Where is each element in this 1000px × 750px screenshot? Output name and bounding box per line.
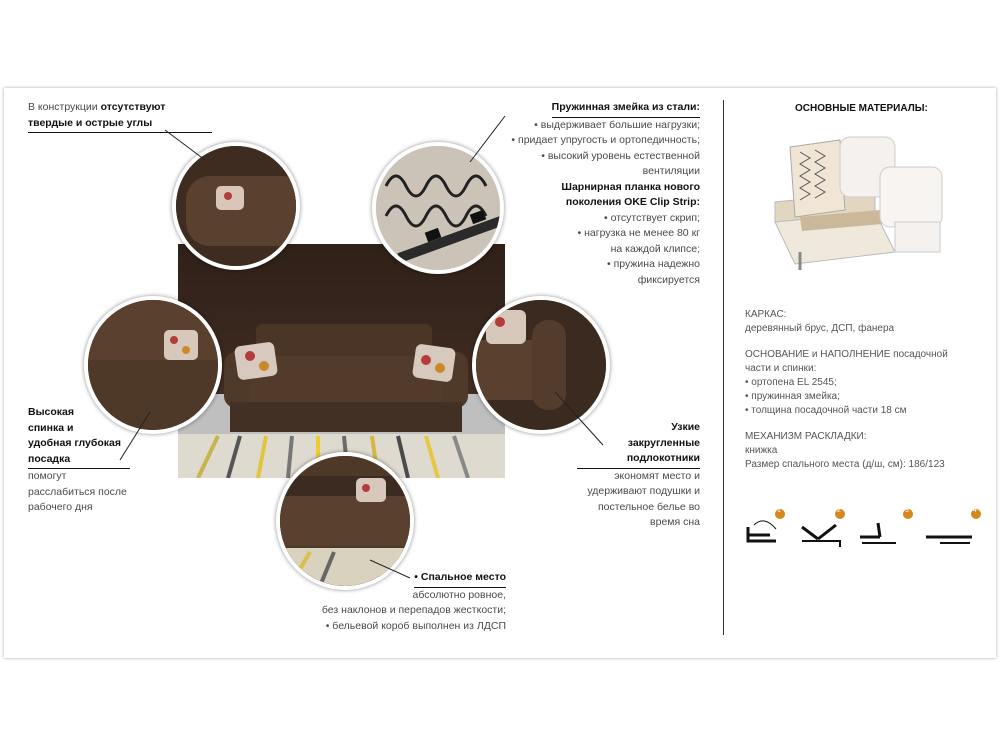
- vertical-divider: [723, 100, 724, 635]
- back-text: Высокая спинка и удобная глубокая посадка помогут расслабиться после рабочего дня: [28, 405, 188, 516]
- corners-text: В конструкции отсутствуют твердые и острые углы: [28, 100, 212, 133]
- mechanism-steps: [740, 505, 985, 555]
- sofa-construction-sketch: [770, 132, 945, 272]
- mechanism-section: МЕХАНИЗМ РАСКЛАДКИ: книжка Размер спального места (д/ш, см): 186/123: [745, 431, 945, 470]
- step-4-label: 4: [973, 507, 977, 514]
- spring-text: Пружинная змейка из стали: • выдерживает большие нагрузки; • придает упругость и ортопедичность; • высокий уровень естественной вентиляции Шарнирная планка нового поколения OKE Clip Strip: • отсутствует скрип; • нагрузка не менее 80 кг на каждой клипсе; • пружина надежно фиксируется: [470, 100, 700, 288]
- materials-title: ОСНОВНЫЕ МАТЕРИАЛЫ:: [795, 103, 928, 114]
- armrest-text: Узкие закругленные подлокотники экономят место и удерживают подушки и постельное белье во время сна: [560, 420, 700, 531]
- step-1-label: 1: [777, 507, 781, 514]
- base-section: ОСНОВАНИЕ и НАПОЛНЕНИЕ посадочной части и спинки: • ортопена EL 2545; • пружинная змейка; • толщина посадочной части 18 см: [745, 348, 985, 418]
- step-3-label: 3: [905, 507, 909, 514]
- step-2-label: 2: [837, 507, 841, 514]
- sleeping-place-text: • Спальное место абсолютно ровное, без наклонов и перепадов жесткости; • бельевой короб выполнен из ЛДСП: [321, 571, 506, 632]
- frame-section: КАРКАС: деревянный брус, ДСП, фанера: [745, 309, 895, 334]
